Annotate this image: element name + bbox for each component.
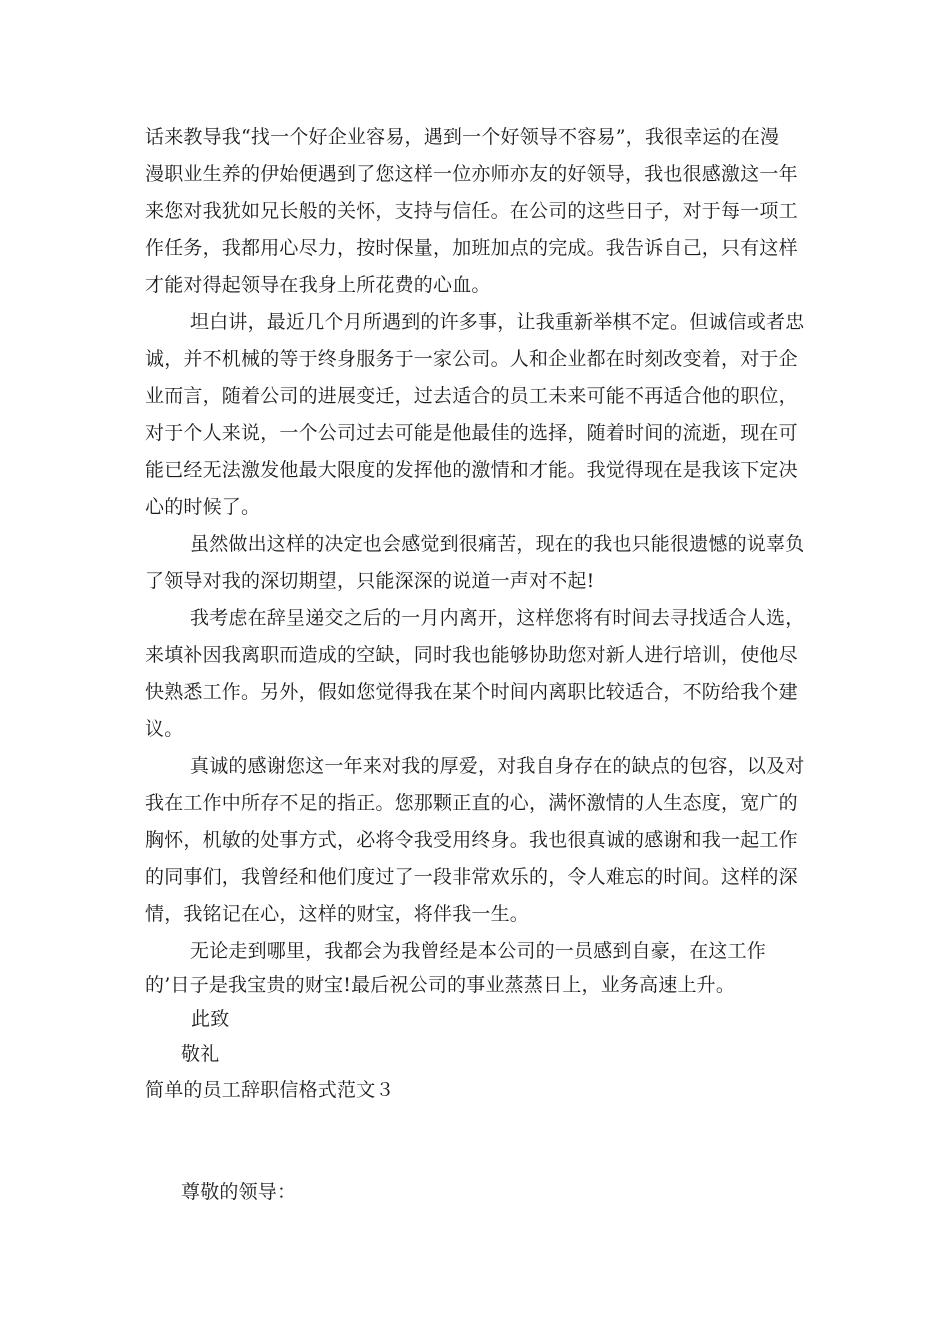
paragraph-1-line-1: 话来教导我“找一个好企业容易，遇到一个好领导不容易”，我很幸运的在漫 xyxy=(145,126,780,148)
paragraph-1-line-2: 漫职业生养的伊始便遇到了您这样一位亦师亦友的好领导，我也很感激这一年 xyxy=(145,163,798,185)
salutation: 尊敬的领导： xyxy=(181,1181,297,1203)
closing-cizhi: 此致 xyxy=(191,1008,230,1030)
paragraph-2-line-2: 诚，并不机械的等于终身服务于一家公司。人和企业都在时刻改变着，对于企 xyxy=(145,348,798,370)
paragraph-2-line-3: 业而言，随着公司的进展变迁，过去适合的员工未来可能不再适合他的职位， xyxy=(145,385,798,407)
paragraph-6-line-2: 的’日子是我宝贵的财宝!最后祝公司的事业蒸蒸日上，业务高速上升。 xyxy=(145,974,736,996)
paragraph-2-line-1: 坦白讲，最近几个月所遇到的许多事，让我重新举棋不定。但诚信或者忠 xyxy=(190,311,805,333)
paragraph-5-line-1: 真诚的感谢您这一年来对我的厚爱，对我自身存在的缺点的包容，以及对 xyxy=(190,755,805,777)
paragraph-5-line-3: 胸怀，机敏的处事方式，必将令我受用终身。我也很真诚的感谢和我一起工作 xyxy=(145,829,798,851)
paragraph-1-line-5: 才能对得起领导在我身上所花费的心血。 xyxy=(145,274,491,296)
section-title: 简单的员工辞职信格式范文３ xyxy=(145,1079,395,1101)
paragraph-2-line-4: 对于个人来说，一个公司过去可能是他最佳的选择，随着时间的流逝，现在可 xyxy=(145,422,798,444)
paragraph-2-line-6: 心的时候了。 xyxy=(145,496,261,518)
paragraph-5-line-5: 情，我铭记在心，这样的财宝，将伴我一生。 xyxy=(145,903,530,925)
paragraph-5-line-4: 的同事们，我曾经和他们度过了一段非常欢乐的，令人难忘的时间。这样的深 xyxy=(145,866,798,888)
paragraph-4-line-4: 议。 xyxy=(145,718,184,740)
paragraph-1-line-3: 来您对我犹如兄长般的关怀，支持与信任。在公司的这些日子，对于每一项工 xyxy=(145,200,798,222)
paragraph-3-line-1: 虽然做出这样的决定也会感觉到很痛苦，现在的我也只能很遗憾的说辜负 xyxy=(190,533,805,555)
paragraph-2-line-5: 能已经无法激发他最大限度的发挥他的激情和才能。我觉得现在是我该下定决 xyxy=(145,459,798,481)
paragraph-4-line-3: 快熟悉工作。另外，假如您觉得我在某个时间内离职比较适合，不防给我个建 xyxy=(145,681,798,703)
paragraph-6-line-1: 无论走到哪里，我都会为我曾经是本公司的一员感到自豪，在这工作 xyxy=(190,940,767,962)
paragraph-4-line-1: 我考虑在辞呈递交之后的一月内离开，这样您将有时间去寻找适合人选， xyxy=(190,607,805,629)
paragraph-5-line-2: 我在工作中所存不足的指正。您那颗正直的心，满怀激情的人生态度，宽广的 xyxy=(145,792,798,814)
paragraph-1-line-4: 作任务，我都用心尽力，按时保量，加班加点的完成。我告诉自己，只有这样 xyxy=(145,237,798,259)
paragraph-4-line-2: 来填补因我离职而造成的空缺，同时我也能够协助您对新人进行培训，使他尽 xyxy=(145,644,798,666)
paragraph-3-line-2: 了领导对我的深切期望，只能深深的说道一声对不起! xyxy=(145,570,595,592)
closing-jingli: 敬礼 xyxy=(181,1043,220,1065)
